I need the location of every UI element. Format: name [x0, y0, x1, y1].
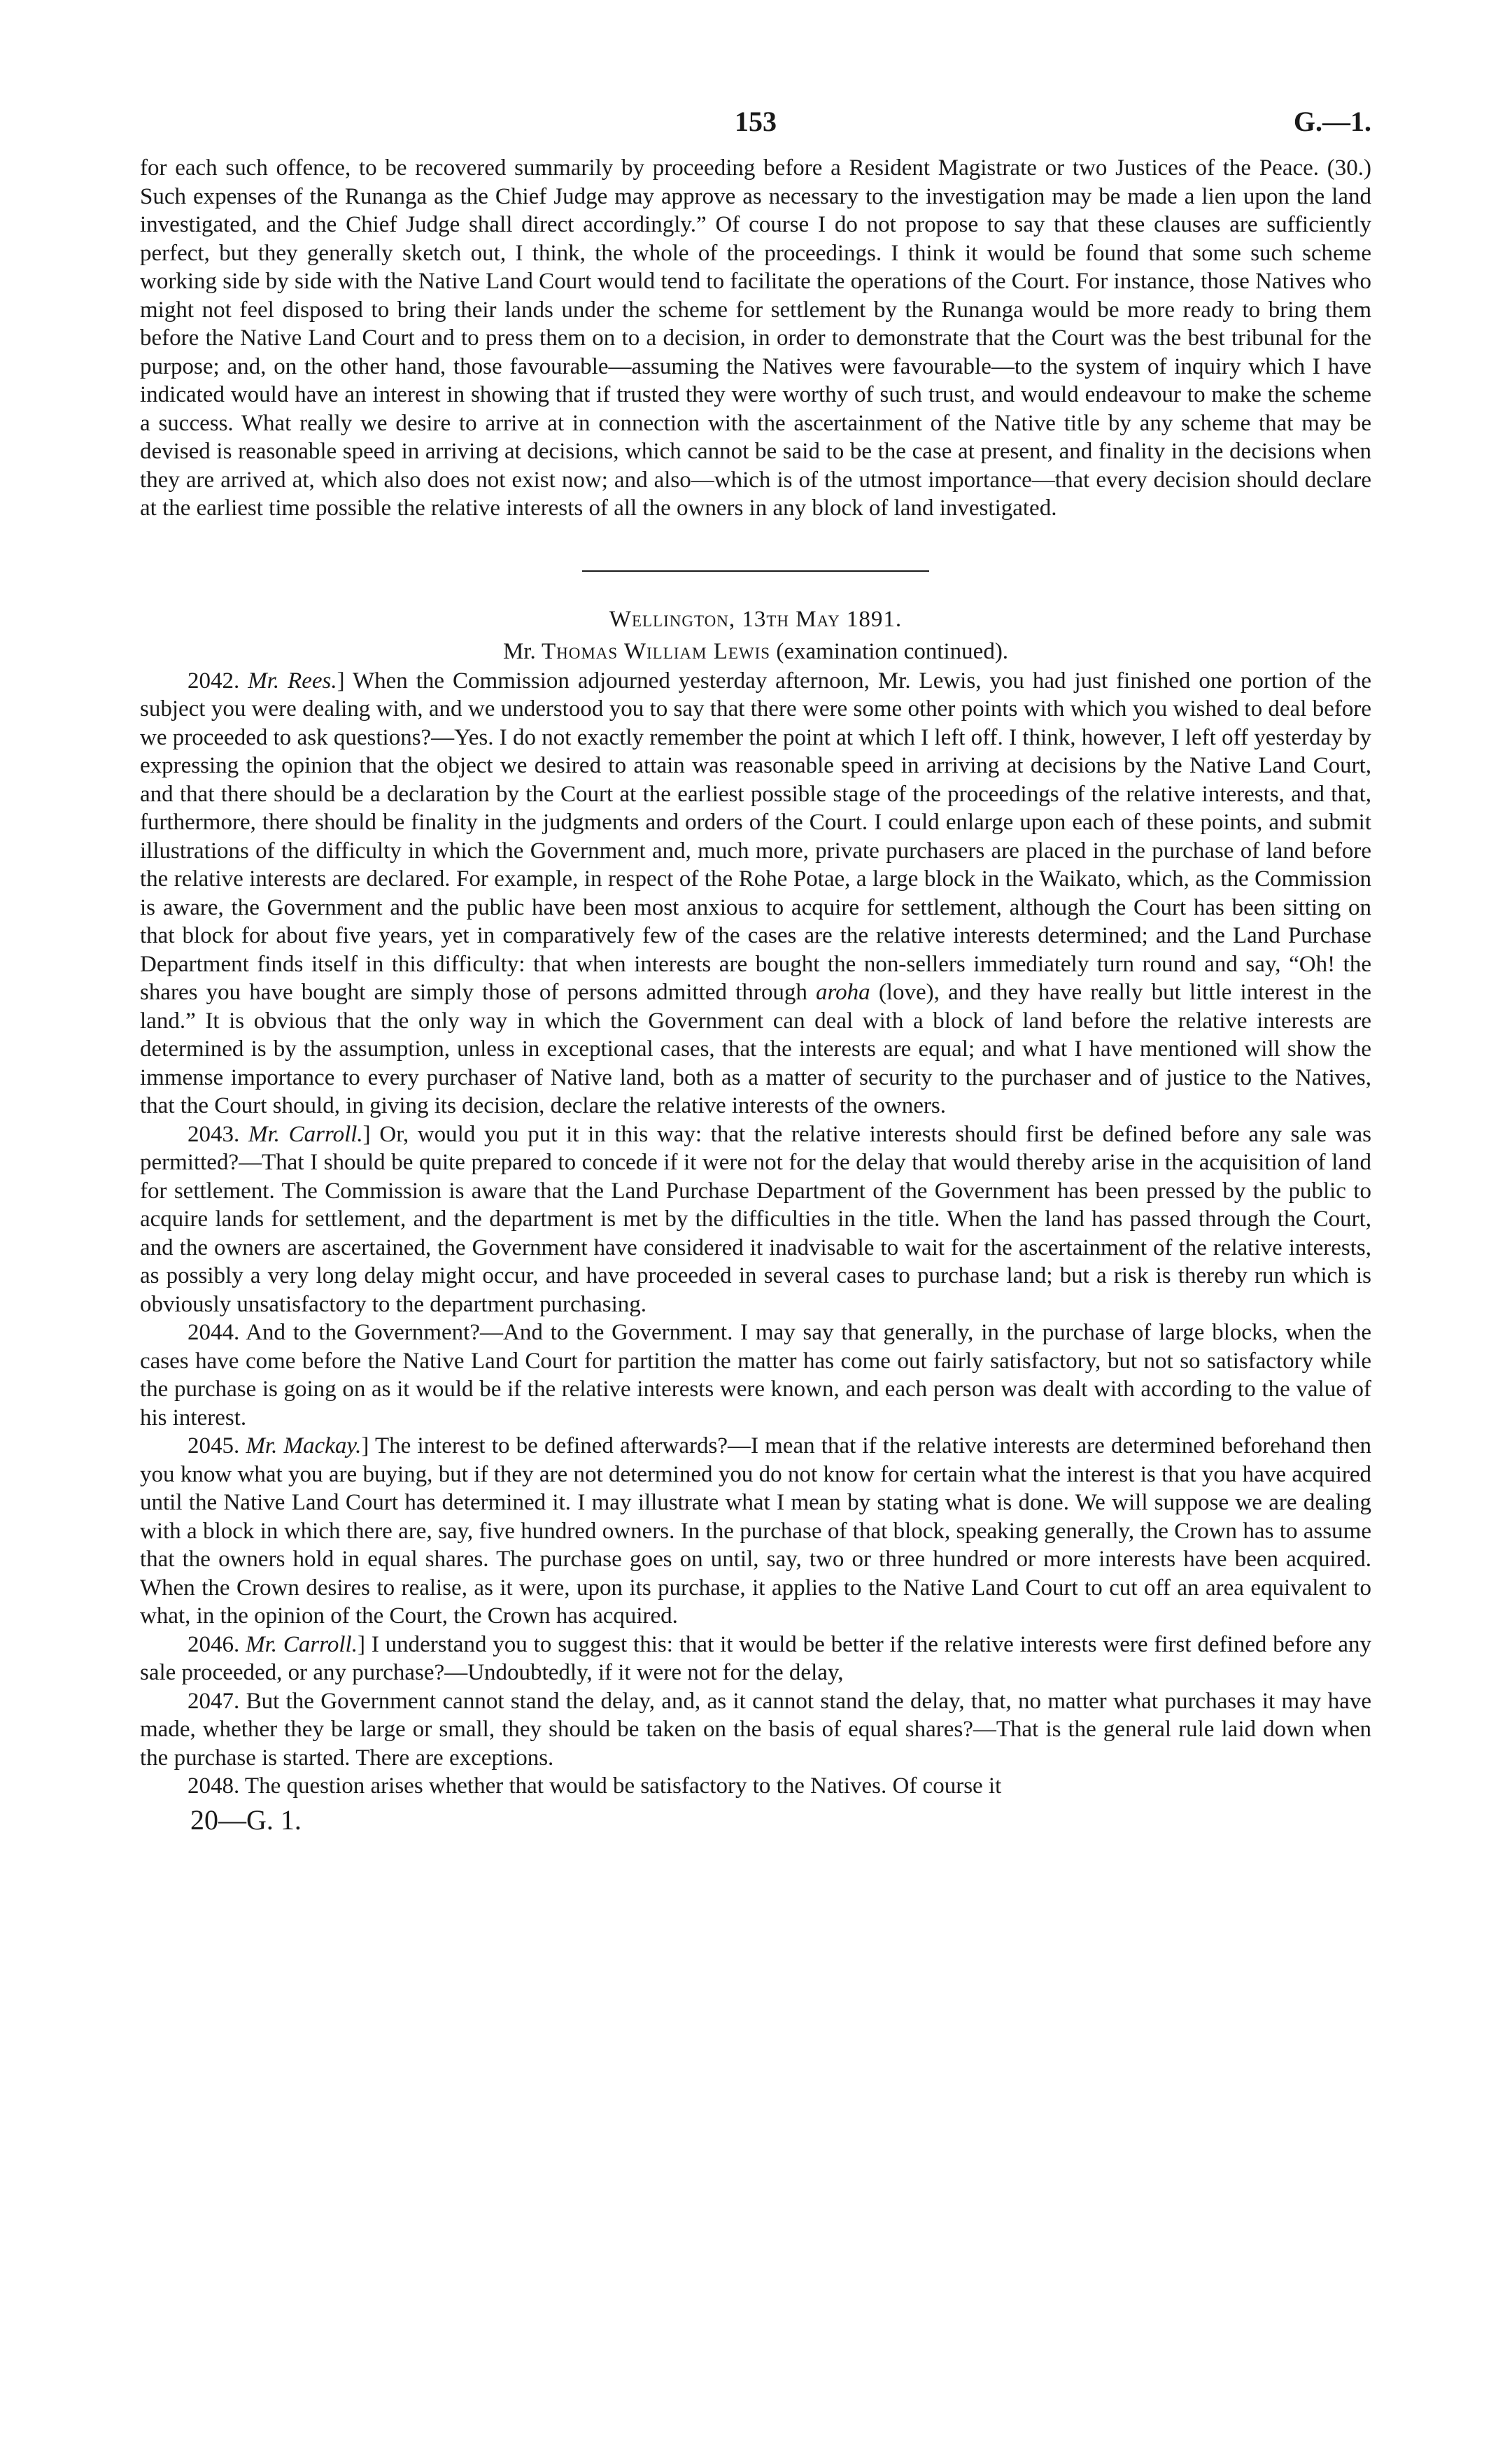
question-number: 2048. [188, 1773, 240, 1799]
page-header [140, 105, 1371, 154]
question-2046: 2046. Mr. Carroll.] I understand you to suggest this: that it would be better if the relative interests were first defined before any sale proceeded, or any purchase?—Undoubtedly, if it were not for the delay, [140, 1631, 1371, 1685]
question-number: 2045. [188, 1433, 240, 1458]
speaker: Mr. Mackay. [246, 1433, 362, 1458]
page-number: 153 [735, 106, 777, 137]
question-text: But the Government cannot stand the delay, and, as it cannot stand the delay, that, no matter what purchases it may have made, whether they be large or small, they should be taken on the basis of equal shares?—That is the general rule laid down when the purchase is started. There are exceptions. [140, 1688, 1371, 1771]
question-number: 2043. [188, 1121, 240, 1147]
question-text: I understand you to suggest this: that it would be better if the relative interests were first defined before any sale proceeded, or any purchase?—Undoubtedly, if it were not for the delay, [140, 1631, 1371, 1685]
question-number: 2042. [188, 668, 240, 694]
question-2048 [140, 1772, 1371, 1801]
witness-prefix: Mr. [502, 638, 536, 664]
question-2042: 2042. Mr. Rees.] When the Commission adjourned yesterday afternoon, Mr. Lewis, you had just finished one portion of the subject you were dealing with, and we understood you to say that there were some other points with which you wished to deal before we proceeded to ask questions?—Yes. I do not exactly remember the point at which I left off. I think, however, I left off yesterday by expressing the opinion that the object we desired to attain was reasonable speed in arriving at decisions by the Native Land Court, and that there should be a declaration by the Court at the earliest possible stage of the proceedings of the relative interests, and that, furthermore, there should be finality in the judgments and orders of the Court. I could enlarge upon each of these points, and submit illustrations of the difficulty in which the Government and, much more, private purchasers are placed in the purchase of land before the relative interests are declared. For example, in respect of the Rohe Potae, a large block in the Waikato, which, as the Commission is aware, the Government and the public have been most anxious to acquire for settlement, although the Court has been sitting on that block for about five years, yet in comparatively few of the cases are the relative interests determined; and the Land Purchase Department finds itself in this difficulty: that when interests are bought the non-sellers immediately turn round and say, “Oh! the shares you have bought are simply those of persons admitted through aroha (love), and they have really but little interest in the land.” It is obvious that the only way in which the Government can deal with a block of land before the relative interests are determined is by the assumption, unless in exceptional cases, that the interests are equal; and what I have mentioned will show the immense importance to every purchaser of Native land, both as a matter of security to the purchaser and of justice to the Natives, that the Court should, in giving its decision, declare the relative interests of the owners. [140, 668, 1372, 1118]
question-text: And to the Government?—And to the Government. I may say that generally, in the purchase of large blocks, when the cases have come before the Native Land Court for partition the matter has come out fairly satisfactory, but not so satisfactory while the purchase is going on as it would be if the relative interests were known, and each person was dealt with according to the value of his interest. [140, 1320, 1371, 1430]
question-2045: 2045. Mr. Mackay.] The interest to be defined afterwards?—I mean that if the relative interests are determined beforehand then you know what you are buying, but if they are not determined you do not know for certain what the interest is that you have acquired until the Native Land Court has determined it. I may illustrate what I mean by stating what is done. We will suppose we are dealing with a block in which there are, say, five hundred owners. In the purchase of that block, speaking generally, the Crown has to assume that the owners hold in equal shares. The purchase goes on until, say, two or three hundred or more interests have been acquired. When the Crown desires to realise, as it were, upon its purchase, it applies to the Native Land Court to cut off an area equivalent to what, in the opinion of the Court, the Crown has acquired. [140, 1433, 1371, 1629]
question-2044 [140, 1318, 1371, 1432]
question-text: Or, would you put it in this way: that the relative interests should first be defined before any sale was permitted?—That I should be quite prepared to concede if it were not for the delay that would thereby arise in the acquisition of land for settlement. The Commission is aware that the Land Purchase Department of the Government has been pressed by the public to acquire lands for settlement, and the department is met by the difficulties in the title. When the land has passed through the Court, and the owners are ascertained, the Government have considered it inadvisable to wait for the ascertainment of the relative interests, as possibly a very long delay might occur, and have proceeded in several cases to purchase land; but a risk is thereby run which is obviously unsatisfactory to the department purchasing. [140, 1121, 1372, 1317]
question-text-continued: (love), and they have really but little interest in the land.” It is obvious that the only way in which the Government can deal with a block of land before the relative interests are determined is by the assumption, unless in exceptional cases, that the interests are equal; and what I have mentioned will show the immense importance to every purchaser of Native land, both as a matter of security to the purchaser and of justice to the Natives, that the Court should, in giving its decision, declare the relative interests of the owners. [140, 980, 1372, 1118]
witness-heading [140, 636, 1371, 667]
question-text: When the Commission adjourned yesterday afternoon, Mr. Lewis, you had just finished one portion of the subject you were dealing with, and we understood you to say that there were some other points with which you wished to deal before we proceeded to ask questions?—Yes. I do not exactly remember the point at which I left off. I think, however, I left off yesterday by expressing the opinion that the object we desired to attain was reasonable speed in arriving at decisions by the Native Land Court, and that there should be a declaration by the Court at the earliest possible stage of the proceedings of the relative interests, and that, furthermore, there should be finality in the judgments and orders of the Court. I could enlarge upon each of these points, and submit illustrations of the difficulty in which the Government and, much more, private purchasers are placed in the purchase of land before the relative interests are declared. For example, in respect of the Rohe Potae, a large block in the Waikato, which, as the Commission is aware, the Government and the public have been most anxious to acquire for settlement, although the Court has been sitting on that block for about five years, yet in comparatively few of the cases are the relative interests determined; and the Land Purchase Department finds itself in this difficulty: that when interests are bought the non-sellers immediately turn round and say, “Oh! the shares you have bought are simply those of persons admitted through [140, 668, 1372, 1005]
speaker: Mr. Carroll. [248, 1121, 363, 1147]
section-divider [582, 570, 929, 572]
opening-paragraph: for each such offence, to be recovered summarily by proceeding before a Resident Magistrate or two Justices of the Peace. (30.) Such expenses of the Runanga as the Chief Judge may approve as necessary to the investigation may be made a lien upon the land investigated, and the Chief Judge shall direct accordingly.” Of course I do not propose to say that these clauses are sufficiently perfect, but they generally sketch out, I think, the whole of the proceedings. I think it would be found that some such scheme working side by side with the Native Land Court would tend to facilitate the operations of the Court. For instance, those Natives who might not feel disposed to bring their lands under the scheme for settlement by the Runanga would be more ready to bring them before the Native Land Court and to press them on to a decision, in order to demonstrate that the Court was the best tribunal for the purpose; and, on the other hand, those favourable—assuming the Natives were favourable—to the system of inquiry which I have indicated would have an interest in showing that if trusted they were worthy of such trust, and would endeavour to make the scheme a success. What really we desire to arrive at in connection with the ascertainment of the Native title by any scheme that may be devised is reasonable speed in arriving at decisions, which cannot be said to be the case at present, and finality in the decisions when they are arrived at, which also does not exist now; and also—which is of the utmost importance—that every decision should declare at the earliest time possible the relative interests of all the owners in any block of land investigated. [140, 155, 1371, 521]
question-2047 [140, 1687, 1371, 1773]
question-text: The question arises whether that would be satisfactory to the Natives. Of course it [244, 1773, 1002, 1799]
question-number: 2044. [188, 1320, 240, 1345]
document-reference: G.—1. [1293, 106, 1371, 137]
witness-name: Thomas William Lewis [541, 638, 771, 664]
speaker: Mr. Rees. [248, 668, 337, 694]
document-page [140, 105, 1371, 1837]
speaker: Mr. Carroll. [246, 1631, 358, 1657]
italic-term: aroha [816, 980, 870, 1005]
question-number: 2046. [188, 1631, 240, 1657]
place-date-heading: Wellington, 13th May 1891. [609, 606, 903, 632]
witness-suffix: (examination continued). [776, 638, 1009, 664]
question-text: The interest to be defined afterwards?—I mean that if the relative interests are determined beforehand then you know what you are buying, but if they are not determined you do not know for certain what the interest is that you have acquired until the Native Land Court has determined it. I may illustrate what I mean by stating what is done. We will suppose we are dealing with a block in which there are, say, five hundred owners. In the purchase of that block, speaking generally, the Crown has to assume that the owners hold in equal shares. The purchase goes on until, say, two or three hundred or more interests have been acquired. When the Crown desires to realise, as it were, upon its purchase, it applies to the Native Land Court to cut off an area equivalent to what, in the opinion of the Court, the Crown has acquired. [140, 1433, 1371, 1629]
signature-mark: 20—G. 1. [190, 1803, 302, 1836]
question-2043: 2043. Mr. Carroll.] Or, would you put it in this way: that the relative interests should first be defined before any sale was permitted?—That I should be quite prepared to concede if it were not for the delay that would thereby arise in the acquisition of land for settlement. The Commission is aware that the Land Purchase Department of the Government has been pressed by the public to acquire lands for settlement, and the department is met by the difficulties in the title. When the land has passed through the Court, and the owners are ascertained, the Government have considered it inadvisable to wait for the ascertainment of the relative interests, as possibly a very long delay might occur, and have proceeded in several cases to purchase land; but a risk is thereby run which is obviously unsatisfactory to the department purchasing. [140, 1121, 1372, 1317]
question-number: 2047. [188, 1688, 240, 1714]
